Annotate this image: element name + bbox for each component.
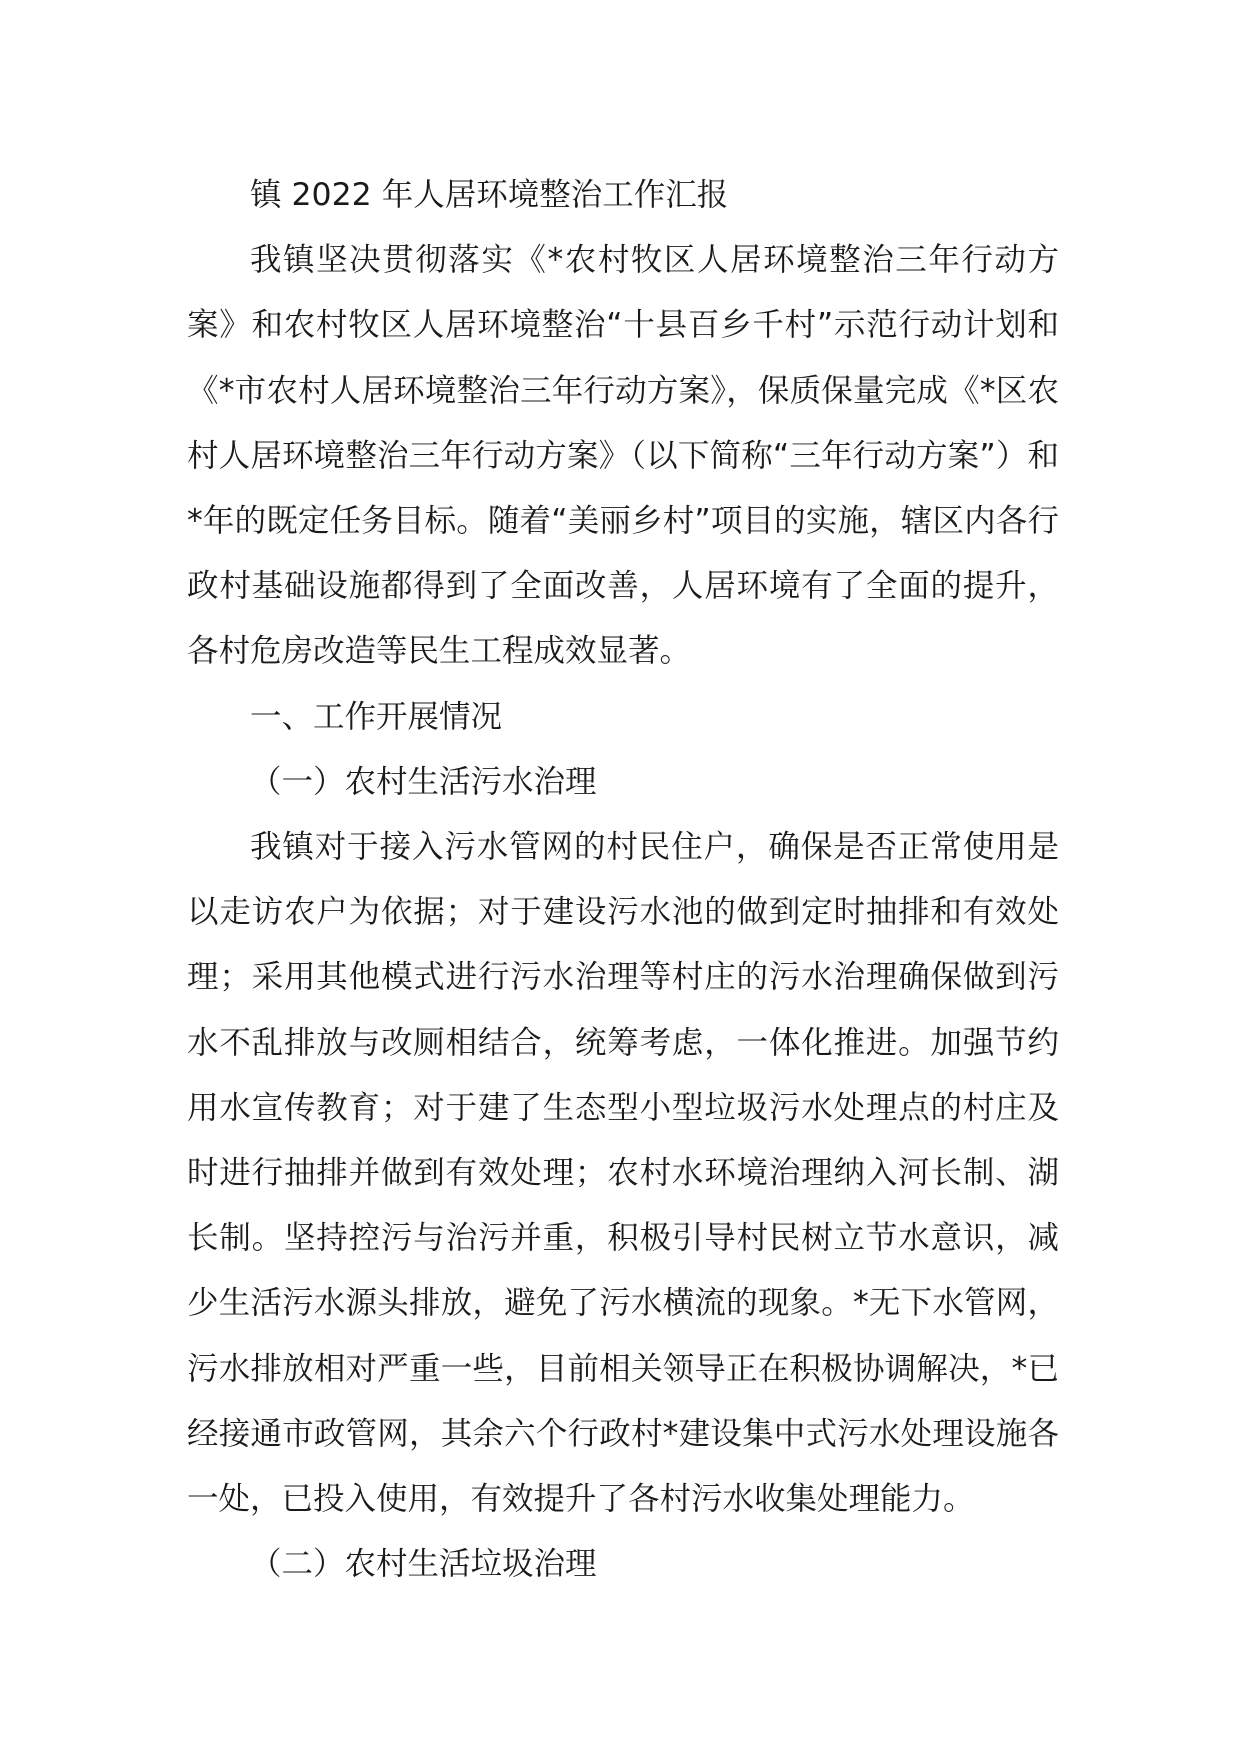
subsection-heading-garbage: （二）农村生活垃圾治理 [250, 1546, 597, 1583]
document-body [187, 163, 1059, 1597]
intro-paragraph: 我镇坚决贯彻落实《*农村牧区人居环境整治三年行动方案》和农村牧区人居环境整治“十县百乡千村”示范行动计划和《*市农村人居环境整治三年行动方案》，保质保量完成《*区农村人居环境整治三年行动方案》（以下简称“三年行动方案”）和*年的既定任务目标。随着“美丽乡村”项目的实施，辖区内各行政村基础设施都得到了全面改善，人居环境有了全面的提升，各村危房改造等民生工程成效显著。 [187, 242, 1059, 670]
sewage-paragraph: 我镇对于接入污水管网的村民住户，确保是否正常使用是以走访农户为依据；对于建设污水池的做到定时抽排和有效处理；采用其他模式进行污水治理等村庄的污水治理确保做到污水不乱排放与改厕相结合，统筹考虑，一体化推进。加强节约用水宣传教育；对于建了生态型小型垃圾污水处理点的村庄及时进行抽排并做到有效处理；农村水环境治理纳入河长制、湖长制。坚持控污与治污并重，积极引导村民树立节水意识，减少生活污水源头排放，避免了污水横流的现象。*无下水管网，污水排放相对严重一些，目前相关领导正在积极协调解决，*已经接通市政管网，其余六个行政村*建设集中式污水处理设施各一处，已投入使用，有效提升了各村污水收集处理能力。 [187, 829, 1059, 1518]
subsection-heading-sewage: （一）农村生活污水治理 [250, 763, 597, 800]
section-heading-work-progress: 一、工作开展情况 [250, 698, 503, 735]
document-title: 镇 2022 年人居环境整治工作汇报 [250, 177, 729, 213]
